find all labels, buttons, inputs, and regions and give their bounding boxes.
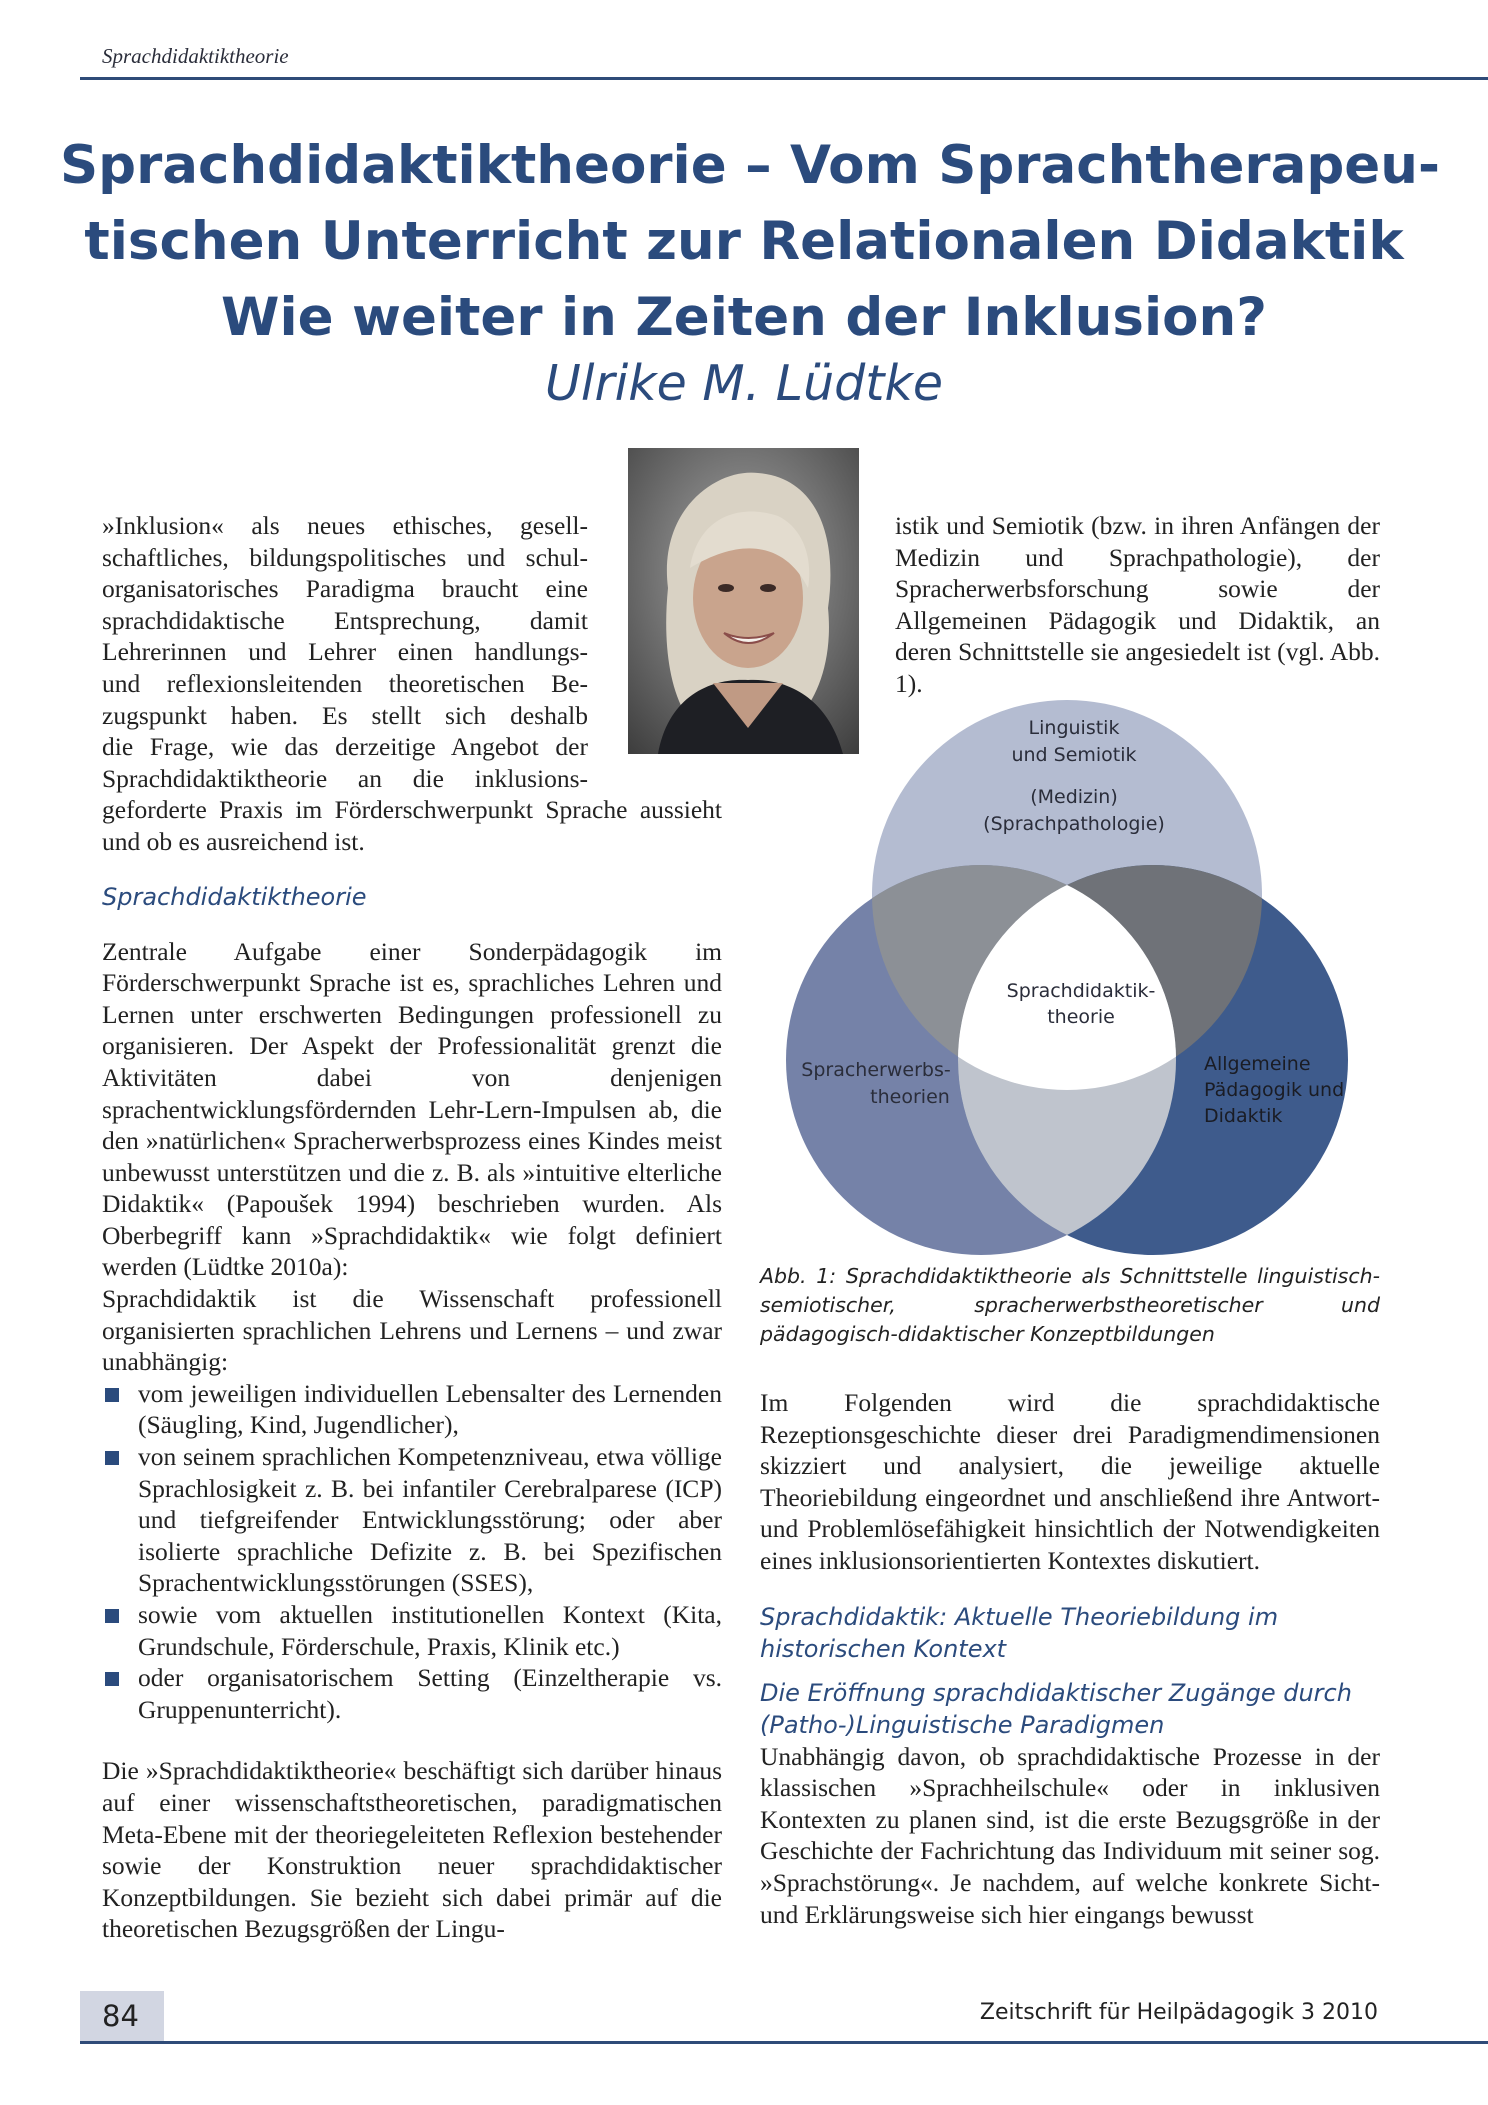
label-center-2: theorie [1047,1006,1115,1028]
intro-line: und reflexionsleitenden theoretischen Be- [102,668,588,698]
paragraph: istik und Semiotik (bzw. in ihren Anfängen der Medizin und Sprachpathologie), der Spracherwerbsforschung sowie der Allgemeinen Pädagogik und Didaktik, an deren Schnittstelle sie angesiedelt ist (vgl. Abb. 1). [895,511,1380,698]
figure-caption: Abb. 1: Sprachdidaktiktheorie als Schnittstelle linguistisch-semiotischer, spracherwerbstheoretischer und pädagogisch-didaktischer Konzeptbildungen [760,1264,1380,1346]
intro-rest: geforderte Praxis im Förderschwerpunkt Sprache aussieht und ob es ausreichend ist. [102,795,722,856]
venn-diagram [786,700,1348,1255]
list-item: vom jeweiligen individuellen Lebensalter des Lernenden (Säugling, Kind, Jugendlicher), [102,1378,722,1441]
intro-line: zugspunkt haben. Es stellt sich deshalb [102,700,588,730]
intro-line: Sprachdidaktiktheorie an die inklusions- [102,763,588,793]
intro-line: »Inklusion« als neues ethisches, gesell- [102,511,588,540]
label-pathology: (Sprachpathologie) [983,813,1165,835]
label-acquisition-1: Spracherwerbs- [801,1059,951,1081]
bullet-list [102,1378,722,1726]
label-medicine: (Medizin) [1030,786,1118,808]
list-item: oder organisatorischem Setting (Einzeltherapie vs. Gruppenunterricht). [102,1662,722,1725]
paragraph: Zentrale Aufgabe einer Sonderpädagogik im Förderschwerpunkt Sprache ist es, sprachliches Lehren und Lernen unter erschwerten Bedingungen professionell zu organisieren. Der Aspekt der Professionalität grenzt die Aktivitäten dabei von denjenigen sprachentwicklungsfördernden Lehr-Lern-Impulsen ab, die den »natürlichen« Spracherwerbsprozess eines Kindes meist unbewusst unterstützen und die z. B. als »intuitive elterliche Didaktik« (Papoušek 1994) beschrieben wurden. Als Oberbegriff kann »Sprachdidaktik« wie folgt definiert werden (Lüdtke 2010a): [102,936,722,1282]
intro-wrapped [102,510,588,794]
paragraph: Die »Sprachdidaktiktheorie« beschäftigt sich darüber hinaus auf einer wissenschaftstheoretischen, paradigmatischen Meta-Ebene mit der theoriegeleiteten Reflexion bestehender sowie der Konstruktion neuer sprachdidaktischer Konzeptbildungen. Sie bezieht sich dabei primär auf die theoretischen Bezugsgrößen der Lingu- [102,1756,722,1944]
label-acquisition-2: theorien [870,1086,950,1108]
intro-line: Lehrerinnen und Lehrer einen handlungs- [102,637,588,667]
intro-line: die Frage, wie das derzeitige Angebot der [102,732,588,762]
footer-rule [80,2041,1488,2044]
intro-line: organisatorisches Paradigma braucht eine [102,574,588,604]
author-name: Ulrike M. Lüdtke [545,355,943,412]
subsection-heading: Die Eröffnung sprachdidaktischer Zugänge durch (Patho-)Linguistische Paradigmen [760,1678,1352,1739]
title-line-3: Wie weiter in Zeiten der Inklusion? [221,287,1267,348]
list-item: von seinem sprachlichen Kompetenzniveau, etwa völlige Sprachlosigkeit z. B. bei infantiler Cerebralparese (ICP) und tiefgreifender Entwicklungsstörung; oder aber isolierte sprachliche Defizite z. B. bei Spezifischen Sprachentwicklungsstörungen (SSES), [102,1441,722,1599]
label-pedagogy-2: Pädagogik und [1204,1079,1345,1101]
title-line-2: tischen Unterricht zur Relationalen Didaktik [84,211,1404,272]
running-header: Sprachdidaktiktheorie [102,44,289,68]
intro-line: schaftliches, bildungspolitisches und schul- [102,542,588,572]
right-column-top [895,510,1380,700]
header-rule [80,77,1488,80]
intro-line: sprachdidaktische Entsprechung, damit [102,605,588,635]
section-heading: Sprachdidaktiktheorie [102,882,367,911]
label-pedagogy-3: Didaktik [1204,1105,1283,1127]
label-center-1: Sprachdidaktik- [1006,980,1156,1002]
paragraph: Im Folgenden wird die sprachdidaktische Rezeptionsgeschichte dieser drei Paradigmendimensionen skizziert und analysiert, die jeweilige aktuelle Theoriebildung eingeordnet und anschließend ihre Antwort- und Problemlösefähigkeit hinsichtlich der Notwendigkeiten eines inklusionsorientierten Kontextes diskutiert. [760,1388,1380,1575]
label-linguistics-2: und Semiotik [1011,744,1137,766]
label-pedagogy-1: Allgemeine [1204,1053,1311,1075]
title-line-1: Sprachdidaktiktheorie – Vom Sprachtherapeu- [60,135,1440,196]
paragraph: Sprachdidaktik ist die Wissenschaft professionell organisierten sprachlichen Lehrens und Lernens – und zwar unabhängig: [102,1284,722,1377]
list-item: sowie vom aktuellen institutionellen Kontext (Kita, Grundschule, Förderschule, Praxis, Klinik etc.) [102,1599,722,1662]
page-number: 84 [80,1991,164,2041]
section-heading: Sprachdidaktik: Aktuelle Theoriebildung im historischen Kontext [760,1602,1279,1663]
right-column-bottom [760,1387,1380,1930]
label-linguistics-1: Linguistik [1028,717,1120,739]
paragraph: Unabhängig davon, ob sprachdidaktische Prozesse in der klassischen »Sprachheilschule« oder in inklusiven Kontexten zu planen sind, ist die erste Bezugsgröße in der Geschichte der Fachrichtung das Individuum mit seiner sog. »Sprachstörung«. Je nachdem, auf welche konkrete Sicht- und Erklärungsweise sich hier eingangs bewusst [760,1741,1380,1929]
journal-name: Zeitschrift für Heilpädagogik 3 2010 [979,2000,1378,2025]
article-title [60,128,1440,356]
left-column [102,510,722,1945]
